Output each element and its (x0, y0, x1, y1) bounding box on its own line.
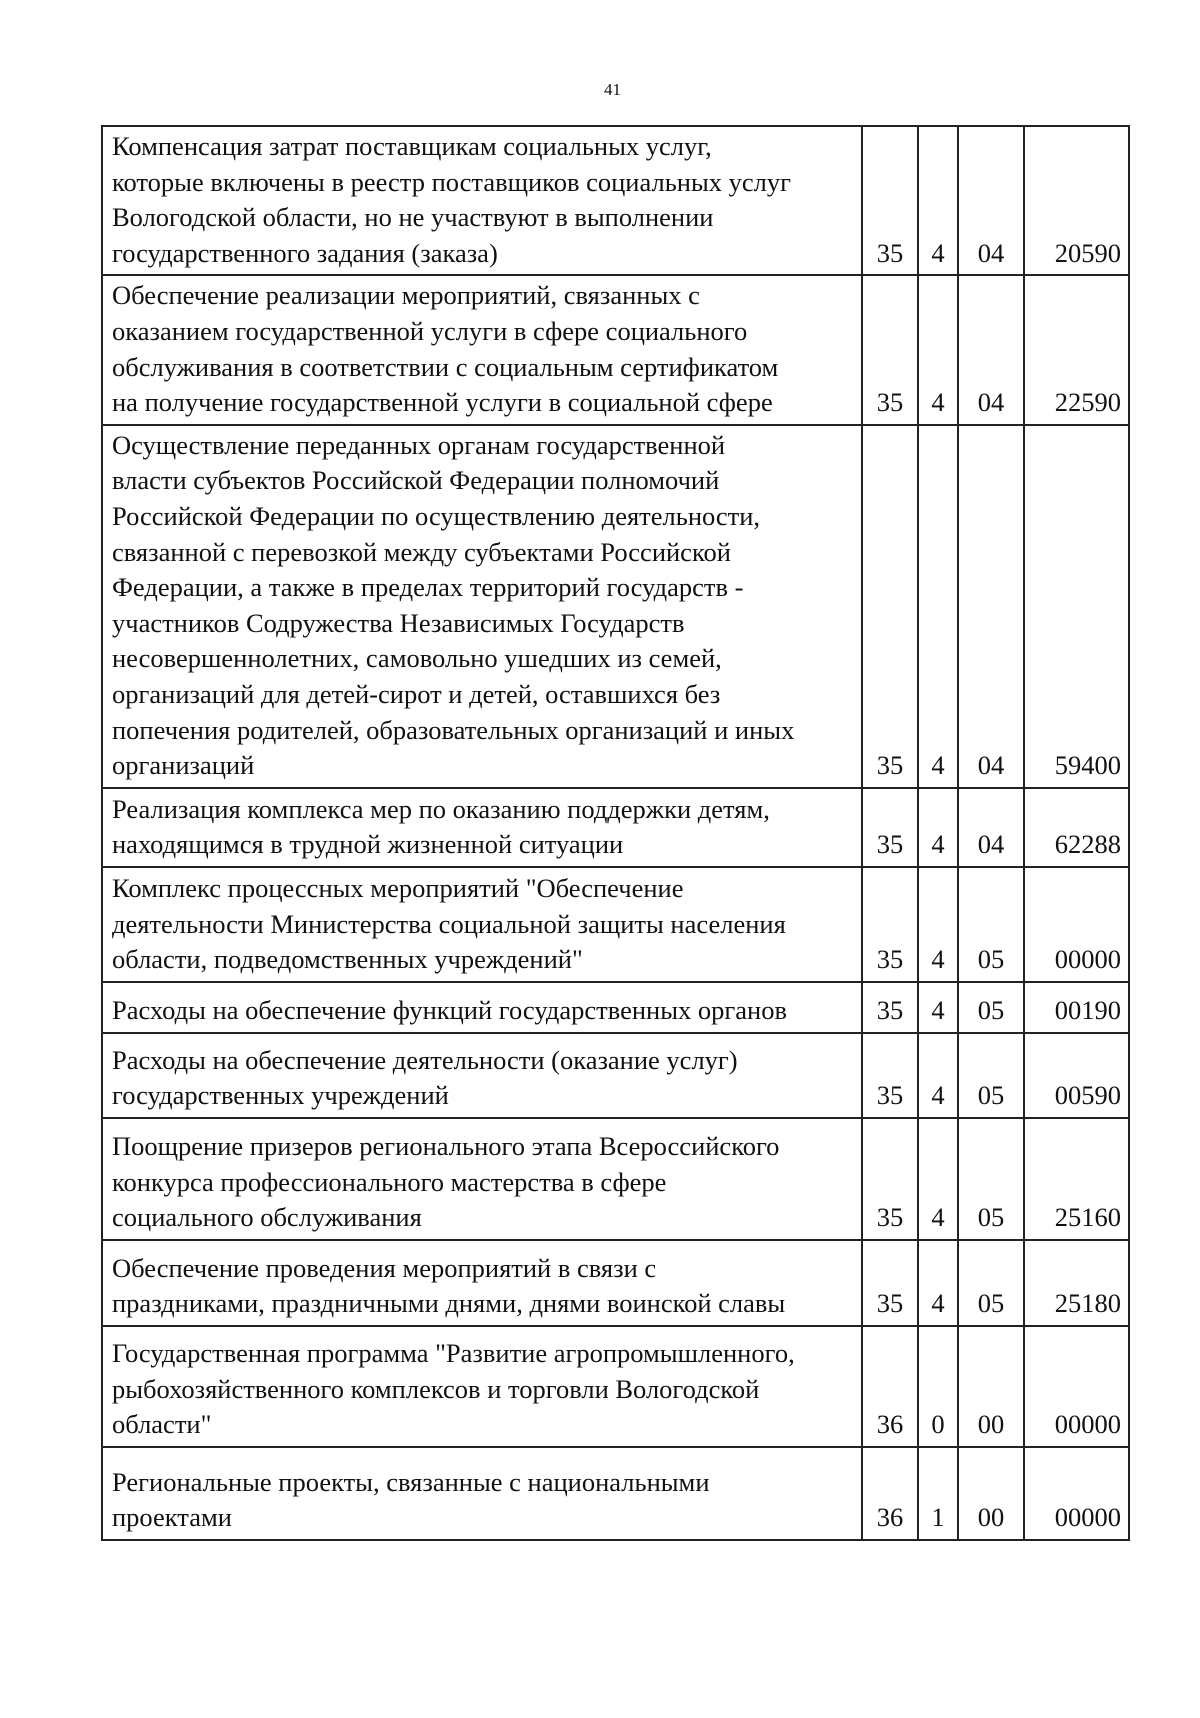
direction-code-cell: 25160 (1024, 1118, 1129, 1240)
program-code-cell: 35 (862, 425, 918, 788)
table-row (102, 867, 1129, 982)
page-number: 41 (604, 80, 621, 99)
group-code-cell: 05 (958, 1033, 1024, 1118)
group-code-cell: 04 (958, 275, 1024, 424)
table-body (102, 126, 1129, 1540)
direction-code-cell: 22590 (1024, 275, 1129, 424)
table-row (102, 1118, 1129, 1240)
group-code-cell: 00 (958, 1447, 1024, 1540)
expense-name-line: Реализация комплекса мер по оказанию поддержки детям, (112, 793, 770, 824)
expense-name-line: конкурса профессионального мастерства в сфере (112, 1166, 667, 1197)
direction-code-cell: 00000 (1024, 1326, 1129, 1447)
direction-code-cell: 59400 (1024, 425, 1129, 788)
group-code-cell: 05 (958, 867, 1024, 982)
expense-name-line: Осуществление переданных органам государственной (112, 429, 726, 460)
subprogram-code-cell: 4 (918, 1240, 958, 1326)
expense-name-line: государственного задания (заказа) (112, 237, 498, 268)
program-code-cell: 35 (862, 275, 918, 424)
group-code-cell: 05 (958, 1240, 1024, 1326)
program-code-cell: 35 (862, 788, 918, 867)
subprogram-code-cell: 4 (918, 126, 958, 275)
program-code-cell: 35 (862, 867, 918, 982)
program-code-cell: 35 (862, 126, 918, 275)
expense-name-line: области, подведомственных учреждений" (112, 944, 583, 975)
subprogram-code-cell: 4 (918, 1118, 958, 1240)
group-code-cell: 00 (958, 1326, 1024, 1447)
expense-name-line: Региональные проекты, связанные с национальными (112, 1466, 710, 1497)
expense-name-line: на получение государственной услуги в социальной сфере (112, 387, 773, 418)
expense-name-line: несовершеннолетних, самовольно ушедших из семей, (112, 643, 722, 674)
group-code-cell: 05 (958, 1118, 1024, 1240)
program-code-cell: 36 (862, 1447, 918, 1540)
expense-name-line: Поощрение призеров регионального этапа Всероссийского (112, 1130, 780, 1161)
expense-name-cell (102, 788, 862, 867)
expense-name-line: Расходы на обеспечение деятельности (оказание услуг) (112, 1044, 738, 1075)
expense-name-line: связанной с перевозкой между субъектами Российской (112, 536, 731, 567)
expense-name-line: деятельности Министерства социальной защиты населения (112, 908, 786, 939)
expense-name-line: участников Содружества Независимых Государств (112, 607, 685, 638)
expense-name-line: попечения родителей, образовательных организаций и иных (112, 714, 795, 745)
expense-name-cell (102, 1033, 862, 1118)
expense-name-cell (102, 982, 862, 1033)
expense-name-cell (102, 275, 862, 424)
subprogram-code-cell: 4 (918, 425, 958, 788)
expense-name-line: Российской Федерации по осуществлению деятельности, (112, 500, 761, 531)
group-code-cell: 04 (958, 788, 1024, 867)
direction-code-cell: 00000 (1024, 867, 1129, 982)
subprogram-code-cell: 1 (918, 1447, 958, 1540)
program-code-cell: 35 (862, 982, 918, 1033)
expense-name-line: Комплекс процессных мероприятий "Обеспечение (112, 872, 684, 903)
direction-code-cell: 62288 (1024, 788, 1129, 867)
group-code-cell: 04 (958, 126, 1024, 275)
expense-name-line: которые включены в реестр поставщиков социальных услуг (112, 166, 791, 197)
expense-name-line: обслуживания в соответствии с социальным сертификатом (112, 351, 779, 382)
subprogram-code-cell: 4 (918, 788, 958, 867)
expense-name-line: праздниками, праздничными днями, днями воинской славы (112, 1288, 786, 1319)
subprogram-code-cell: 0 (918, 1326, 958, 1447)
subprogram-code-cell: 4 (918, 867, 958, 982)
table-row (102, 982, 1129, 1033)
expense-name-cell (102, 1447, 862, 1540)
expense-name-cell (102, 425, 862, 788)
program-code-cell: 36 (862, 1326, 918, 1447)
table-row (102, 425, 1129, 788)
expense-name-line: организаций для детей-сирот и детей, оставшихся без (112, 678, 721, 709)
expense-name-line: государственных учреждений (112, 1080, 449, 1111)
direction-code-cell: 00000 (1024, 1447, 1129, 1540)
expense-name-line: рыбохозяйственного комплексов и торговли Вологодской (112, 1373, 760, 1404)
table-row (102, 1326, 1129, 1447)
direction-code-cell: 00590 (1024, 1033, 1129, 1118)
program-code-cell: 35 (862, 1118, 918, 1240)
program-code-cell: 35 (862, 1240, 918, 1326)
expense-name-line: Вологодской области, но не участвуют в выполнении (112, 202, 714, 233)
program-code-cell: 35 (862, 1033, 918, 1118)
expense-name-cell (102, 1326, 862, 1447)
table-row (102, 1447, 1129, 1540)
subprogram-code-cell: 4 (918, 1033, 958, 1118)
subprogram-code-cell: 4 (918, 982, 958, 1033)
expense-name-cell (102, 126, 862, 275)
expense-name-line: власти субъектов Российской Федерации полномочий (112, 465, 720, 496)
direction-code-cell: 25180 (1024, 1240, 1129, 1326)
expense-name-line: области" (112, 1409, 212, 1440)
table-row (102, 1033, 1129, 1118)
expense-name-line: Обеспечение проведения мероприятий в связи с (112, 1252, 657, 1283)
table-row (102, 275, 1129, 424)
budget-classification-table (101, 125, 1130, 1541)
expense-name-cell (102, 867, 862, 982)
direction-code-cell: 00190 (1024, 982, 1129, 1033)
expense-name-cell (102, 1118, 862, 1240)
direction-code-cell: 20590 (1024, 126, 1129, 275)
expense-name-line: социального обслуживания (112, 1202, 422, 1233)
group-code-cell: 04 (958, 425, 1024, 788)
subprogram-code-cell: 4 (918, 275, 958, 424)
expense-name-line: Расходы на обеспечение функций государственных органов (112, 995, 787, 1026)
expense-name-line: проектами (112, 1502, 232, 1533)
expense-name-line: организаций (112, 750, 255, 781)
expense-name-line: Государственная программа "Развитие агропромышленного, (112, 1337, 795, 1368)
expense-name-line: оказанием государственной услуги в сфере социального (112, 315, 748, 346)
group-code-cell: 05 (958, 982, 1024, 1033)
table-row (102, 788, 1129, 867)
table-row (102, 1240, 1129, 1326)
expense-name-line: Обеспечение реализации мероприятий, связанных с (112, 280, 700, 311)
expense-name-line: Компенсация затрат поставщикам социальных услуг, (112, 131, 712, 161)
expense-name-cell (102, 1240, 862, 1326)
table-row (102, 126, 1129, 275)
expense-name-line: находящимся в трудной жизненной ситуации (112, 829, 624, 860)
expense-name-line: Федерации, а также в пределах территорий государств - (112, 572, 744, 603)
